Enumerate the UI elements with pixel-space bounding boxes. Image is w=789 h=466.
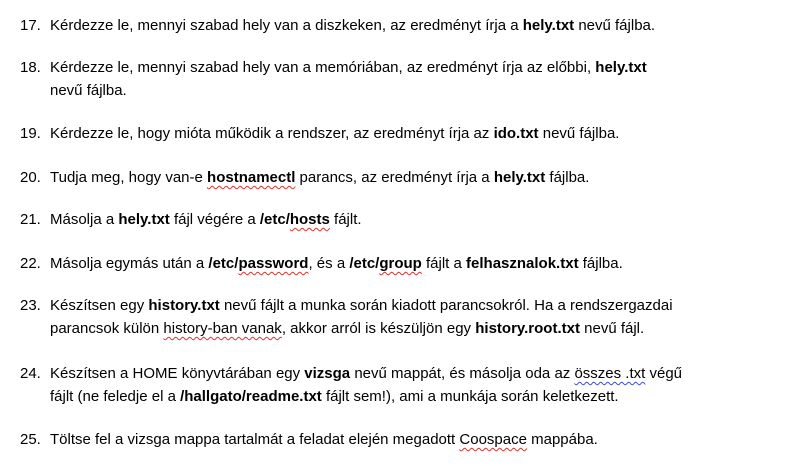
item-line <box>50 166 770 189</box>
bold-text-segment: password <box>238 255 309 272</box>
item-number: 25. <box>20 431 41 448</box>
bold-text-segment: /hallgato/readme.txt <box>180 388 322 405</box>
text-segment: Kérdezze le, hogy mióta működik a rendszer, az eredményt írja az <box>50 125 494 142</box>
item-number: 24. <box>20 365 41 382</box>
item-number: 17. <box>20 17 41 34</box>
text-segment: Másolja egymás után a <box>50 255 209 272</box>
bold-text-segment: /etc/ <box>208 255 239 272</box>
bold-text-segment: hely.txt <box>595 59 647 76</box>
text-segment: mappába. <box>526 431 598 448</box>
item-number: 22. <box>20 255 41 272</box>
bold-text-segment: ido.txt <box>493 125 539 142</box>
text-segment: history-ban vanak <box>163 320 282 337</box>
text-segment: nevű fájlt a munka során kiadott parancsokról. Ha a rendszergazdai <box>219 297 673 314</box>
text-segment: fájlt (ne feledje el a <box>50 388 181 405</box>
item-line <box>50 362 770 385</box>
bold-text-segment: hely.txt <box>118 211 170 228</box>
text-segment: összes .txt <box>574 365 646 382</box>
text-segment: Készítsen a HOME könyvtárában egy <box>50 365 305 382</box>
bold-text-segment: hely.txt <box>493 169 546 186</box>
item-number: 19. <box>20 125 41 142</box>
item-line <box>50 79 770 102</box>
text-segment: Töltse fel a vizsga mappa tartalmát a feladat elején megadott <box>50 431 460 448</box>
item-text <box>50 208 770 231</box>
text-segment: Coospace <box>459 431 527 448</box>
text-segment: parancs, az eredményt írja a <box>295 169 494 186</box>
bold-text-segment: hosts <box>289 211 330 228</box>
item-text <box>50 428 770 451</box>
text-segment: fájl végére a <box>169 211 260 228</box>
text-segment: parancsok külön <box>50 320 164 337</box>
text-segment: nevű fájl. <box>579 320 645 337</box>
text-segment: Készítsen egy <box>50 297 149 314</box>
item-line <box>50 317 770 340</box>
item-text <box>50 14 770 37</box>
item-number: 21. <box>20 211 41 228</box>
bold-text-segment: /etc/ <box>349 255 380 272</box>
text-segment: Másolja a <box>50 211 119 228</box>
item-line <box>50 122 770 145</box>
text-segment: nevű fájlba. <box>538 125 620 142</box>
item-number: 23. <box>20 297 41 314</box>
bold-text-segment: /etc/ <box>259 211 290 228</box>
text-segment: Kérdezze le, mennyi szabad hely van a memóriában, az eredményt írja az előbbi, <box>50 59 596 76</box>
item-number: 18. <box>20 59 41 76</box>
text-segment: Kérdezze le, mennyi szabad hely van a diszkeken, az eredményt írja a <box>50 17 523 34</box>
text-segment: fájlba. <box>578 255 623 272</box>
text-segment: végű <box>645 365 683 382</box>
item-line <box>50 14 770 37</box>
item-text <box>50 362 770 408</box>
item-line <box>50 208 770 231</box>
item-line <box>50 428 770 451</box>
item-line <box>50 294 770 317</box>
text-segment: , és a <box>308 255 350 272</box>
text-segment: Tudja meg, hogy van-e <box>50 169 208 186</box>
bold-text-segment: hostnamectl <box>207 169 296 186</box>
text-segment: fájlt a <box>421 255 467 272</box>
bold-text-segment: group <box>379 255 422 272</box>
item-number: 20. <box>20 169 41 186</box>
text-segment: nevű fájlba. <box>574 17 656 34</box>
item-line <box>50 56 770 79</box>
item-text <box>50 166 770 189</box>
item-text <box>50 122 770 145</box>
item-text <box>50 56 770 102</box>
text-segment: fájlt sem!), ami a munkája során keletkezett. <box>321 388 619 405</box>
item-text <box>50 252 770 275</box>
item-text <box>50 294 770 340</box>
text-segment: fájlba. <box>545 169 590 186</box>
bold-text-segment: felhasznalok.txt <box>466 255 579 272</box>
item-line <box>50 385 770 408</box>
bold-text-segment: history.root.txt <box>475 320 580 337</box>
text-segment: nevű fájlba. <box>50 82 127 99</box>
bold-text-segment: history.txt <box>148 297 220 314</box>
text-segment: , akkor arról is készüljön egy <box>281 320 476 337</box>
text-segment: fájlt. <box>329 211 362 228</box>
bold-text-segment: vizsga <box>304 365 351 382</box>
text-segment: nevű mappát, és másolja oda az <box>350 365 575 382</box>
bold-text-segment: hely.txt <box>522 17 575 34</box>
item-line <box>50 252 770 275</box>
